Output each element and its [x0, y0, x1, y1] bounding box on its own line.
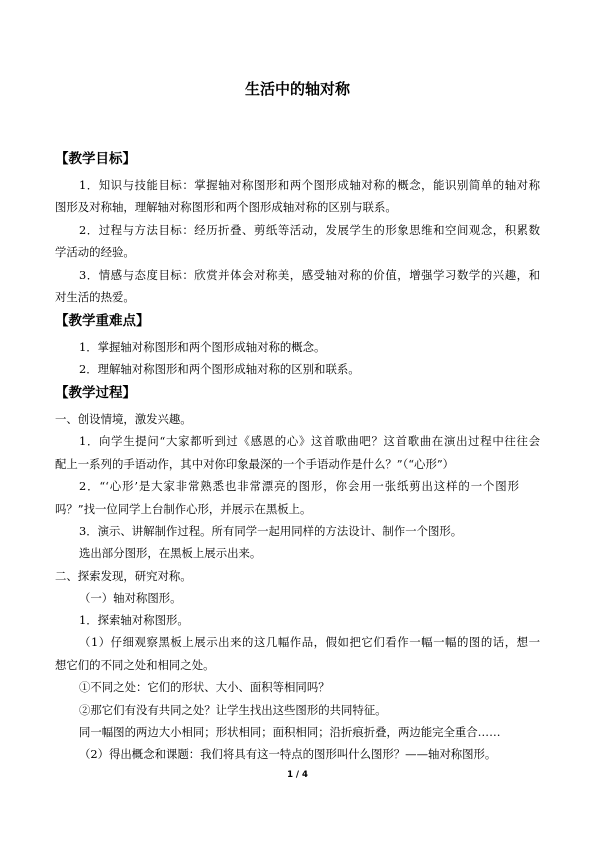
paragraph-line: 对生活的热爱。: [55, 290, 135, 304]
paragraph-line: 学活动的经验。: [55, 245, 135, 259]
paragraph-line: ②那它们有没有共同之处？让学生找出这些图形的共同特征。: [79, 703, 387, 717]
paragraph-line: 1．知识与技能目标：掌握轴对称图形和两个图形成轴对称的概念，能识别简单的轴对称: [79, 178, 540, 192]
paragraph-line: 图形及对称轴，理解轴对称图形和两个图形成轴对称的区别与联系。: [55, 200, 397, 214]
paragraph-line: 同一幅图的两边大小相同；形状相同；面积相同；沿折痕折叠，两边能完全重合……: [79, 725, 501, 739]
paragraph-line: 1．探索轴对称图形。: [79, 613, 189, 627]
paragraph-line: 3．情感与态度目标：欣赏并体会对称美，感受轴对称的价值，增强学习数学的兴趣，和: [79, 268, 540, 282]
section-heading-process: 【教学过程】: [55, 385, 136, 401]
paragraph-line: 2．理解轴对称图形和两个图形成轴对称的区别和联系。: [79, 362, 360, 376]
paragraph-line: （2）得出概念和课题：我们将具有这一特点的图形叫什么图形？——轴对称图形。: [79, 747, 497, 761]
paragraph-line: 3．演示、讲解制作过程。所有同学一起用同样的方法设计、制作一个图形。: [79, 524, 463, 538]
paragraph-line: 吗？”找一位同学上台制作心形，并展示在黑板上。: [55, 502, 312, 516]
paragraph-line: 想它们的不同之处和相同之处。: [55, 658, 215, 672]
paragraph-line: 配上一系列的手语动作，其中对你印象最深的一个手语动作是什么？”（“心形”）: [55, 457, 455, 471]
paragraph-line: 2．“‘心形’是大家非常熟悉也非常漂亮的图形，你会用一张纸剪出这样的一个图形: [79, 479, 519, 493]
paragraph-line: 一、创设情境，激发兴趣。: [55, 412, 192, 426]
paragraph-line: 1．掌握轴对称图形和两个图形成轴对称的概念。: [79, 340, 326, 354]
paragraph-line: 2．过程与方法目标：经历折叠、剪纸等活动，发展学生的形象思维和空间观念，积累数: [79, 223, 540, 237]
paragraph-line: （一）轴对称图形。: [79, 591, 182, 605]
section-heading-goals: 【教学目标】: [55, 151, 136, 167]
paragraph-line: （1）仔细观察黑板上展示出来的这几幅作品，假如把它们看作一幅一幅的图的话，想一: [79, 635, 540, 649]
paragraph-line: 二、探索发现，研究对称。: [55, 569, 192, 583]
paragraph-line: 选出部分图形，在黑板上展示出来。: [79, 546, 262, 560]
page-title: 生活中的轴对称: [244, 80, 350, 98]
paragraph-line: ①不同之处：它们的形状、大小、面积等相同吗？: [79, 680, 330, 694]
paragraph-line: 1．向学生提问“大家都听到过《感恩的心》这首歌曲吧？这首歌曲在演出过程中往往会: [79, 434, 540, 448]
section-heading-key-points: 【教学重难点】: [55, 313, 150, 329]
page-number: 1 / 4: [287, 770, 308, 780]
